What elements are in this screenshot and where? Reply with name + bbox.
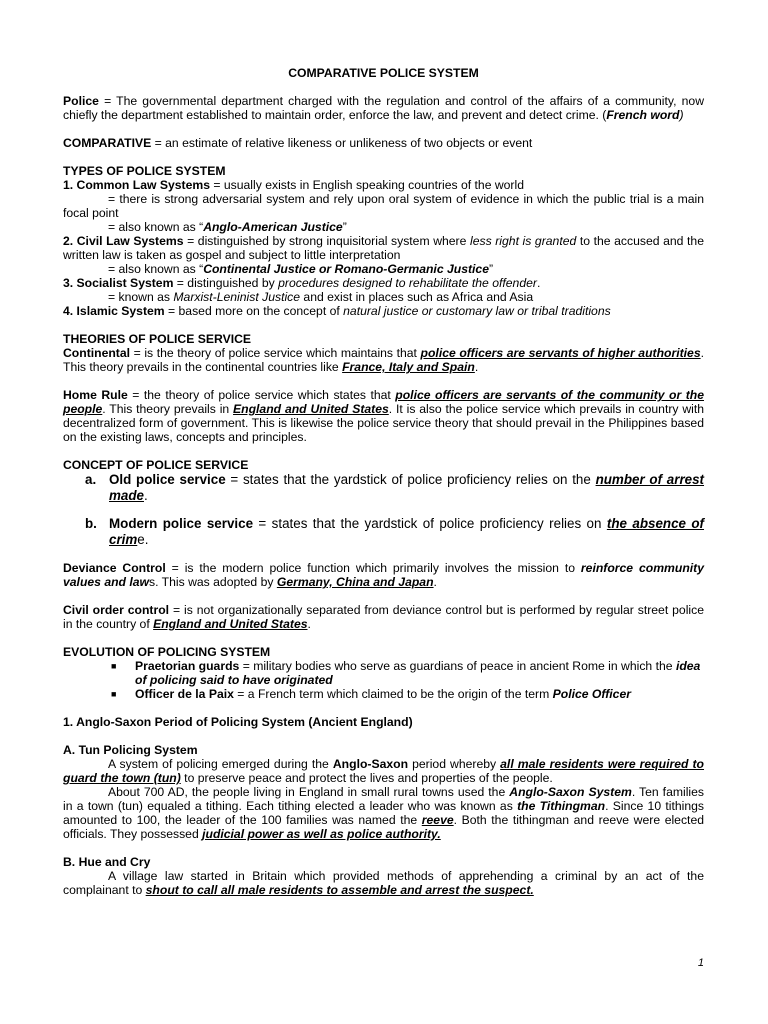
concept-old-police: a. Old police service = states that the yardstick of police proficiency relies on the number of arrest made. <box>85 472 705 503</box>
list-marker: a. <box>85 472 97 487</box>
document-page <box>63 66 704 897</box>
type-common-law-detail: = there is strong adversarial system and rely upon oral system of evidence in which the public trial is a main focal point <box>63 192 704 220</box>
theories-heading: THEORIES OF POLICE SERVICE <box>63 332 252 346</box>
concept-modern-police: b. Modern police service = states that the yardstick of police proficiency relies on the absence of crime. <box>85 516 705 547</box>
types-heading: TYPES OF POLICE SYSTEM <box>63 164 226 178</box>
type-common-law: 1. Common Law Systems = usually exists in English speaking countries of the world <box>63 178 524 192</box>
type-civil-law: 2. Civil Law Systems = distinguished by strong inquisitorial system where less right is granted to the accused and the written law is taken as gospel and subject to little interpretation <box>63 234 704 262</box>
theory-home-rule: Home Rule = the theory of police service which states that police officers are servants of the community or the people. This theory prevails in England and United States. It is also the police service which prevails in country with decentralized form of government. This is likewise the police service theory that should prevail in the Philippines based on the existing laws, concepts and principles. <box>63 388 704 444</box>
tun-paragraph-1: A system of policing emerged during the Anglo-Saxon period whereby all male residents were required to guard the town (tun) to preserve peace and protect the lives and properties of the people. <box>63 757 705 785</box>
hue-and-cry-paragraph: A village law started in Britain which provided methods of apprehending a criminal by an act of the complainant to shout to call all male residents to assemble and arrest the suspect. <box>63 869 704 897</box>
police-definition: Police = The governmental department charged with the regulation and control of the affairs of a community, now chiefly the department established to maintain order, enforce the law, and prevent and detect crime. (French word) <box>63 94 704 122</box>
term-comparative: COMPARATIVE <box>63 136 152 150</box>
list-marker: b. <box>85 516 97 531</box>
french-word-note: French word <box>606 108 680 122</box>
tun-heading: A. Tun Policing System <box>63 743 198 757</box>
theory-continental: Continental = is the theory of police service which maintains that police officers are servants of higher authorities. This theory prevails in the continental countries like France, Italy and Spain. <box>63 346 704 374</box>
concept-heading: CONCEPT OF POLICE SERVICE <box>63 458 249 472</box>
tun-paragraph-2: About 700 AD, the people living in England in small rural towns used the Anglo-Saxon System. Ten families in a town (tun) equaled a tithing. Each tithing elected a leader who was known as the Tithingman. Since 10 tithings amounted to 100, the leader of the 100 families was named the reeve. Both the tithingman and reeve were elected officials. They possessed judicial power as well as police authority. <box>63 785 704 841</box>
list-item-officer-de-la-paix: ■ Officer de la Paix = a French term which claimed to be the origin of the term Police Officer <box>111 687 631 701</box>
civil-order-control: Civil order control = is not organizationally separated from deviance control but is performed by regular street police in the country of England and United States. <box>63 603 704 631</box>
type-civil-law-aka: = also known as “Continental Justice or Romano-Germanic Justice” <box>108 262 494 276</box>
bullet-icon: ■ <box>111 661 117 671</box>
bullet-icon: ■ <box>111 689 117 699</box>
anglo-saxon-heading: 1. Anglo-Saxon Period of Policing System (Ancient England) <box>63 715 413 729</box>
type-socialist: 3. Socialist System = distinguished by procedures designed to rehabilitate the offender. <box>63 276 541 290</box>
document-title: COMPARATIVE POLICE SYSTEM <box>288 66 479 80</box>
page-number: 1 <box>697 957 704 969</box>
type-common-law-aka: = also known as “Anglo-American Justice” <box>108 220 347 234</box>
list-item-praetorian: ■ Praetorian guards = military bodies who serve as guardians of peace in ancient Rome in which the idea of policing said to have originated <box>111 659 701 687</box>
evolution-heading: EVOLUTION OF POLICING SYSTEM <box>63 645 271 659</box>
comparative-definition: COMPARATIVE = an estimate of relative likeness or unlikeness of two objects or event <box>63 136 533 150</box>
term-police: Police <box>63 94 99 108</box>
hue-and-cry-heading: B. Hue and Cry <box>63 855 151 869</box>
deviance-control: Deviance Control = is the modern police function which primarily involves the mission to reinforce community values and laws. This was adopted by Germany, China and Japan. <box>63 561 704 589</box>
type-socialist-aka: = known as Marxist-Leninist Justice and exist in places such as Africa and Asia <box>108 290 534 304</box>
type-islamic: 4. Islamic System = based more on the concept of natural justice or customary law or tribal traditions <box>63 304 611 318</box>
